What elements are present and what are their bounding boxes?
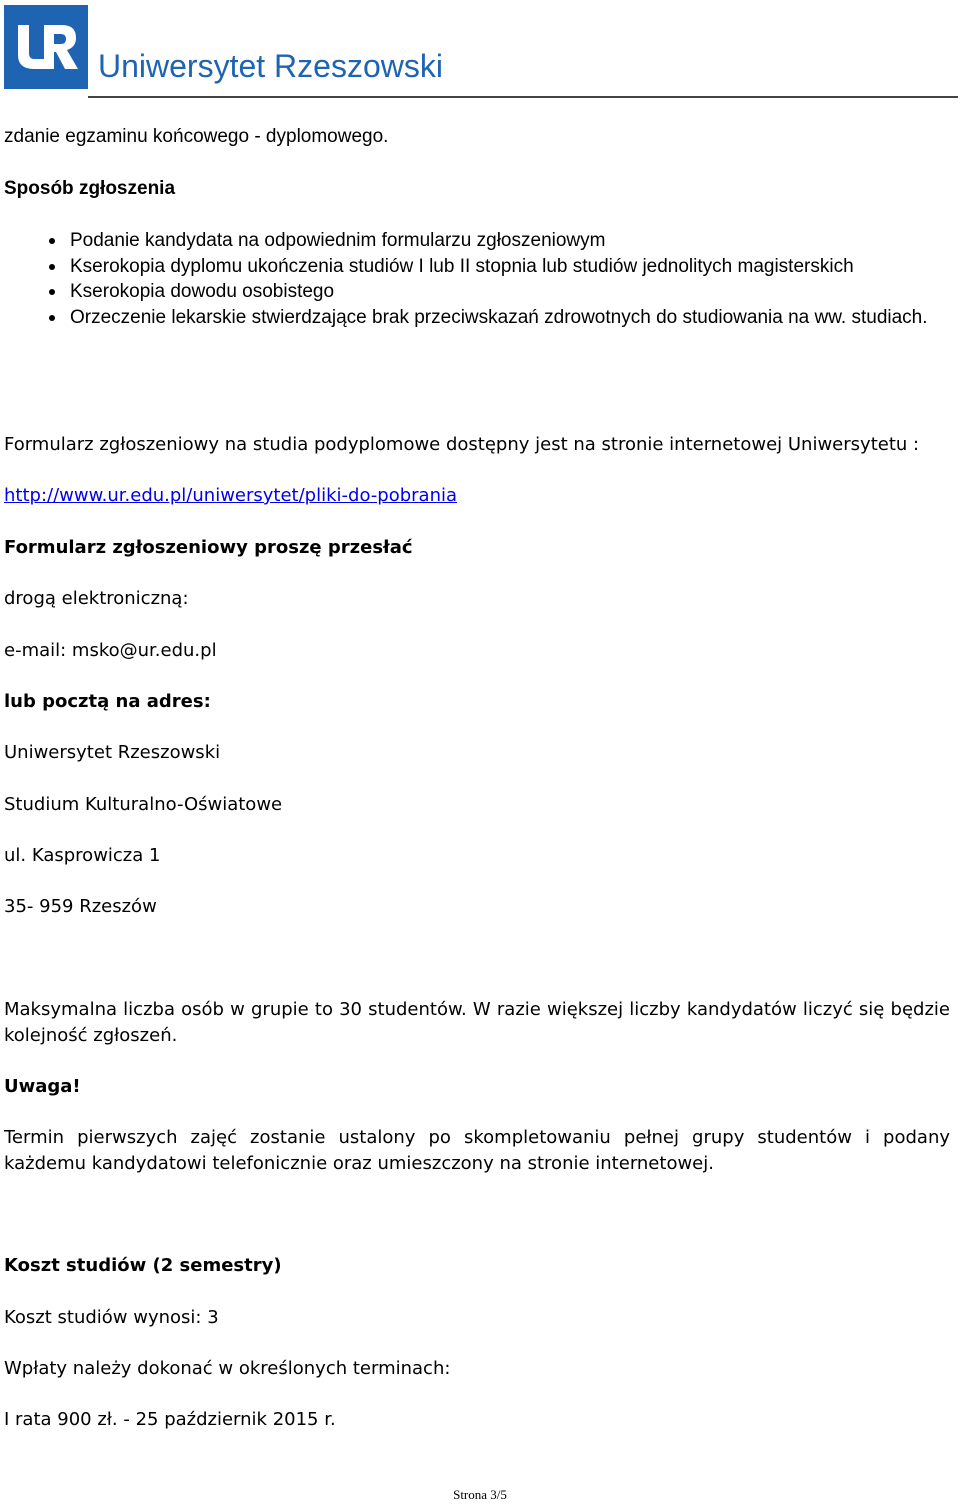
electronic-label: drogą elektroniczną:	[4, 588, 189, 609]
installment-line: I rata 900 zł. - 25 październik 2015 r.	[4, 1409, 336, 1430]
form-info: Formularz zgłoszeniowy na studia podyplomowe dostępny jest na stronie internetowej Uniwersytetu :	[4, 434, 920, 455]
cost-amount: Koszt studiów wynosi: 3	[4, 1307, 219, 1328]
group-info: Maksymalna liczba osób w grupie to 30 studentów. W razie większej liczby kandydatów liczyć się będzie kolejność zgłoszeń.	[4, 999, 950, 1046]
note-heading: Uwaga!	[4, 1076, 81, 1097]
university-name: Uniwersytet Rzeszowski	[98, 48, 443, 84]
list-item: Orzeczenie lekarskie stwierdzające brak przeciwskazań zdrowotnych do studiowania na ww. studiach.	[30, 305, 950, 331]
list-item: Kserokopia dyplomu ukończenia studiów I lub II stopnia lub studiów jednolitych magisterskich	[30, 254, 950, 280]
address-line: 35- 959 Rzeszów	[4, 896, 157, 917]
payments-label: Wpłaty należy dokonać w określonych terminach:	[4, 1358, 451, 1379]
address-line: Uniwersytet Rzeszowski	[4, 742, 221, 763]
post-heading: lub pocztą na adres:	[4, 691, 211, 712]
requirements-list	[30, 228, 950, 330]
intro-line: zdanie egzaminu końcowego - dyplomowego.	[4, 126, 389, 147]
email-line: e-mail: msko@ur.edu.pl	[4, 640, 217, 661]
list-item: Podanie kandydata na odpowiednim formularzu zgłoszeniowym	[30, 228, 950, 254]
header-divider	[88, 96, 958, 98]
cost-heading: Koszt studiów (2 semestry)	[4, 1255, 282, 1276]
address-line: Studium Kulturalno-Oświatowe	[4, 794, 283, 815]
page-number: Strona 3/5	[453, 1487, 507, 1502]
form-download-link[interactable]: http://www.ur.edu.pl/uniwersytet/pliki-do-pobrania	[4, 485, 458, 506]
address-line: ul. Kasprowicza 1	[4, 845, 161, 866]
application-heading: Sposób zgłoszenia	[4, 178, 176, 199]
list-item: Kserokopia dowodu osobistego	[30, 279, 950, 305]
note-text: Termin pierwszych zajęć zostanie ustalony po skompletowaniu pełnej grupy studentów i podany każdemu kandydatowi telefonicznie oraz umieszczony na stronie internetowej.	[4, 1127, 950, 1174]
page-header	[0, 0, 960, 100]
ur-logo-icon	[4, 5, 88, 89]
send-heading: Formularz zgłoszeniowy proszę przesłać	[4, 537, 413, 558]
